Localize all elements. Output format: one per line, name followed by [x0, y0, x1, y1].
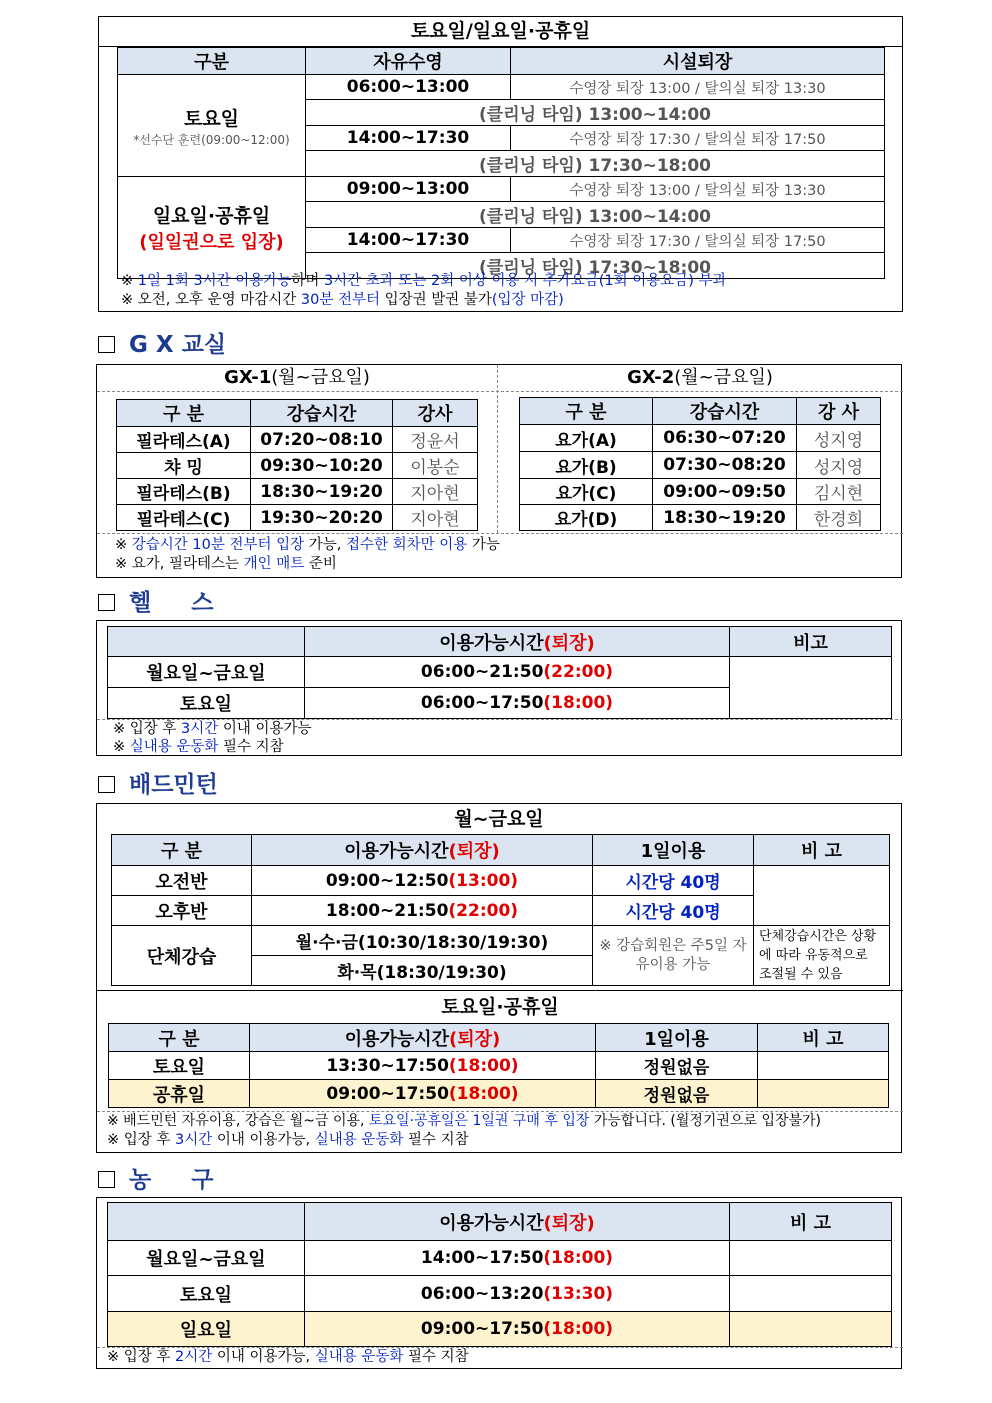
gx2-title: GX-2(월~금요일) — [627, 367, 773, 388]
saturday-label: 토요일 — [183, 107, 240, 130]
badminton-group-name: 단체강습 — [112, 926, 252, 986]
saturday-cleaning-1: (클리닝 타임) 13:00~14:00 — [306, 100, 885, 126]
badminton-row-name: 오전반 — [112, 866, 252, 896]
badminton-weekend-header-daily: 1일이용 — [596, 1024, 758, 1052]
gx2-row-name: 요가(C) — [520, 479, 653, 505]
gx2-row-teacher: 김시현 — [797, 479, 881, 505]
checkbox-icon — [98, 594, 115, 611]
gx2-row-time: 07:30~08:20 — [653, 452, 797, 479]
gx1-row-teacher: 지아현 — [393, 479, 478, 505]
health-note-2: ※ 실내용 운동화 필수 지참 — [113, 739, 284, 755]
badminton-row-daily: 시간당 40명 — [593, 896, 754, 926]
gx-section-title: G X 교실 — [98, 326, 226, 359]
sunday-exit-2: 수영장 퇴장 17:30 / 탈의실 퇴장 17:50 — [511, 228, 885, 253]
badminton-weekday-title: 월~금요일 — [454, 808, 544, 830]
basketball-row-remark — [730, 1312, 892, 1347]
gx2-row-name: 요가(B) — [520, 452, 653, 479]
badminton-row-daily: 시간당 40명 — [593, 866, 754, 896]
sunday-cleaning-2: (클리닝 타임) 17:30~18:00 — [306, 253, 885, 279]
health-header-time: 이용가능시간(퇴장) — [305, 627, 730, 657]
badminton-group-time-2: 화·목(18:30/19:30) — [252, 956, 593, 986]
saturday-time-1: 06:00~13:00 — [306, 75, 511, 100]
badminton-row-time: 18:00~21:50(22:00) — [252, 896, 593, 926]
badminton-header-daily: 1일이용 — [593, 835, 754, 866]
gx1-row-teacher: 이봉순 — [393, 453, 478, 479]
health-row-time: 06:00~21:50(22:00) — [305, 657, 730, 688]
basketball-row-remark — [730, 1241, 892, 1276]
header-free-swim: 자유수영 — [306, 48, 511, 75]
badminton-weekend-header-remark: 비 고 — [758, 1024, 889, 1052]
badminton-row-time: 09:00~12:50(13:00) — [252, 866, 593, 896]
saturday-time-2: 14:00~17:30 — [306, 126, 511, 151]
health-row-day: 토요일 — [108, 688, 305, 719]
basketball-header-time: 이용가능시간(퇴장) — [305, 1203, 730, 1241]
gx1-row-time: 19:30~20:20 — [251, 505, 393, 531]
basketball-row-day: 일요일 — [108, 1312, 305, 1347]
badminton-weekend-row-time: 09:00~17:50(18:00) — [250, 1080, 596, 1108]
gx-note-1: ※ 강습시간 10분 전부터 입장 가능, 접수한 회차만 이용 가능 — [115, 537, 500, 553]
badminton-section-title: 배드민턴 — [98, 766, 218, 799]
badminton-header-time: 이용가능시간(퇴장) — [252, 835, 593, 866]
gx2-row-name: 요가(D) — [520, 505, 653, 531]
saturday-sub: *선수단 훈련(09:00~12:00) — [133, 132, 290, 147]
gx1-table — [116, 399, 478, 531]
checkbox-icon — [98, 336, 115, 353]
badminton-header-division: 구 분 — [112, 835, 252, 866]
gx-note-2: ※ 요가, 필라테스는 개인 매트 준비 — [115, 556, 337, 572]
sunday-label: 일요일·공휴일 — [152, 205, 271, 227]
gx2-table — [519, 397, 881, 531]
gx1-header-teacher: 강사 — [393, 400, 478, 427]
health-section — [96, 620, 902, 756]
badminton-weekend-header-time: 이용가능시간(퇴장) — [250, 1024, 596, 1052]
badminton-weekend-table — [108, 1023, 889, 1108]
sunday-exit-1: 수영장 퇴장 13:00 / 탈의실 퇴장 13:30 — [511, 177, 885, 202]
health-row-day: 월요일~금요일 — [108, 657, 305, 688]
badminton-note-2: ※ 입장 후 3시간 이내 이용가능, 실내용 운동화 필수 지참 — [107, 1132, 469, 1148]
gx1-row-time: 09:30~10:20 — [251, 453, 393, 479]
health-header-remark: 비고 — [730, 627, 892, 657]
saturday-cleaning-2: (클리닝 타임) 17:30~18:00 — [306, 151, 885, 177]
basketball-table — [107, 1202, 892, 1347]
badminton-weekend-row-daily: 정원없음 — [596, 1080, 758, 1108]
basketball-header-blank — [108, 1203, 305, 1241]
gx1-title: GX-1(월~금요일) — [224, 367, 370, 388]
basketball-row-time: 09:00~17:50(18:00) — [305, 1312, 730, 1347]
health-remark-cell — [730, 657, 892, 719]
sunday-sub: (일일권으로 입장) — [139, 232, 284, 253]
saturday-exit-1: 수영장 퇴장 13:00 / 탈의실 퇴장 13:30 — [511, 75, 885, 100]
gx1-row-name: 필라테스(A) — [117, 427, 251, 453]
basketball-row-day: 토요일 — [108, 1276, 305, 1312]
badminton-weekend-row-remark — [758, 1052, 889, 1080]
badminton-weekend-row-name: 공휴일 — [109, 1080, 250, 1108]
checkbox-icon — [98, 776, 115, 793]
badminton-note-1: ※ 배드민턴 자유이용, 강습은 월~금 이용, 토요일·공휴일은 1일권 구매 후 입장 가능합니다. (월정기권으로 입장불가) — [107, 1113, 822, 1129]
gx1-row-teacher: 지아현 — [393, 505, 478, 531]
health-table — [107, 626, 892, 719]
badminton-remark-cell — [754, 866, 890, 926]
badminton-weekend-row-daily: 정원없음 — [596, 1052, 758, 1080]
saturday-exit-2: 수영장 퇴장 17:30 / 탈의실 퇴장 17:50 — [511, 126, 885, 151]
saturday-label-cell — [118, 75, 306, 177]
header-exit: 시설퇴장 — [511, 48, 885, 75]
gx1-header-time: 강습시간 — [251, 400, 393, 427]
basketball-row-day: 월요일~금요일 — [108, 1241, 305, 1276]
sunday-time-2: 14:00~17:30 — [306, 228, 511, 253]
gx-section — [96, 364, 902, 578]
gx2-row-teacher: 성지영 — [797, 452, 881, 479]
checkbox-icon — [98, 1171, 115, 1188]
gx2-row-teacher: 한경희 — [797, 505, 881, 531]
badminton-weekend-row-remark — [758, 1080, 889, 1108]
health-header-blank — [108, 627, 305, 657]
basketball-row-time: 14:00~17:50(18:00) — [305, 1241, 730, 1276]
basketball-section-title: 농 구 — [98, 1161, 213, 1194]
basketball-header-remark: 비 고 — [730, 1203, 892, 1241]
badminton-header-remark: 비 고 — [754, 835, 890, 866]
weekend-pool-table — [117, 47, 885, 279]
health-row-time: 06:00~17:50(18:00) — [305, 688, 730, 719]
gx2-header-time: 강습시간 — [653, 398, 797, 425]
badminton-weekend-row-time: 13:30~17:50(18:00) — [250, 1052, 596, 1080]
badminton-group-time-1: 월·수·금(10:30/18:30/19:30) — [252, 926, 593, 956]
gx1-row-time: 18:30~19:20 — [251, 479, 393, 505]
badminton-group-remark: 단체강습시간은 상황에 따라 유동적으로 조절될 수 있음 — [754, 926, 890, 986]
sunday-cleaning-1: (클리닝 타임) 13:00~14:00 — [306, 202, 885, 228]
gx2-row-name: 요가(A) — [520, 425, 653, 452]
gx2-header-teacher: 강 사 — [797, 398, 881, 425]
gx2-row-time: 18:30~19:20 — [653, 505, 797, 531]
gx1-row-name: 챠 밍 — [117, 453, 251, 479]
weekend-note-2: ※ 오전, 오후 운영 마감시간 30분 전부터 입장권 발권 불가(입장 마감) — [121, 292, 564, 308]
gx2-header-division: 구 분 — [520, 398, 653, 425]
badminton-weekend-row-name: 토요일 — [109, 1052, 250, 1080]
sunday-time-1: 09:00~13:00 — [306, 177, 511, 202]
gx2-row-teacher: 성지영 — [797, 425, 881, 452]
health-note-1: ※ 입장 후 3시간 이내 이용가능 — [113, 721, 312, 737]
gx1-row-name: 필라테스(C) — [117, 505, 251, 531]
weekend-note-1: ※ 1일 1회 3시간 이용가능하며 3시간 초과 또는 2회 이상 이용 시 추가요금(1회 이용요금) 부과 — [121, 273, 727, 289]
basketball-note-1: ※ 입장 후 2시간 이내 이용가능, 실내용 운동화 필수 지참 — [107, 1349, 469, 1365]
gx1-row-name: 필라테스(B) — [117, 479, 251, 505]
basketball-row-remark — [730, 1276, 892, 1312]
gx1-header-division: 구 분 — [117, 400, 251, 427]
badminton-weekend-header-division: 구 분 — [109, 1024, 250, 1052]
gx2-row-time: 09:00~09:50 — [653, 479, 797, 505]
basketball-section — [96, 1197, 902, 1369]
badminton-weekend-title: 토요일·공휴일 — [441, 996, 559, 1018]
badminton-section — [96, 803, 902, 1153]
basketball-row-time: 06:00~13:20(13:30) — [305, 1276, 730, 1312]
gx1-row-time: 07:20~08:10 — [251, 427, 393, 453]
gx1-row-teacher: 정윤서 — [393, 427, 478, 453]
badminton-group-daily: ※ 강습회원은 주5일 자유이용 가능 — [593, 926, 754, 986]
weekend-title: 토요일/일요일·공휴일 — [99, 17, 902, 47]
header-division: 구분 — [118, 48, 306, 75]
sunday-label-cell — [118, 177, 306, 279]
weekend-pool-section — [98, 16, 903, 312]
health-section-title: 헬 스 — [98, 584, 213, 617]
badminton-row-name: 오후반 — [112, 896, 252, 926]
gx2-row-time: 06:30~07:20 — [653, 425, 797, 452]
badminton-weekday-table — [111, 834, 890, 986]
